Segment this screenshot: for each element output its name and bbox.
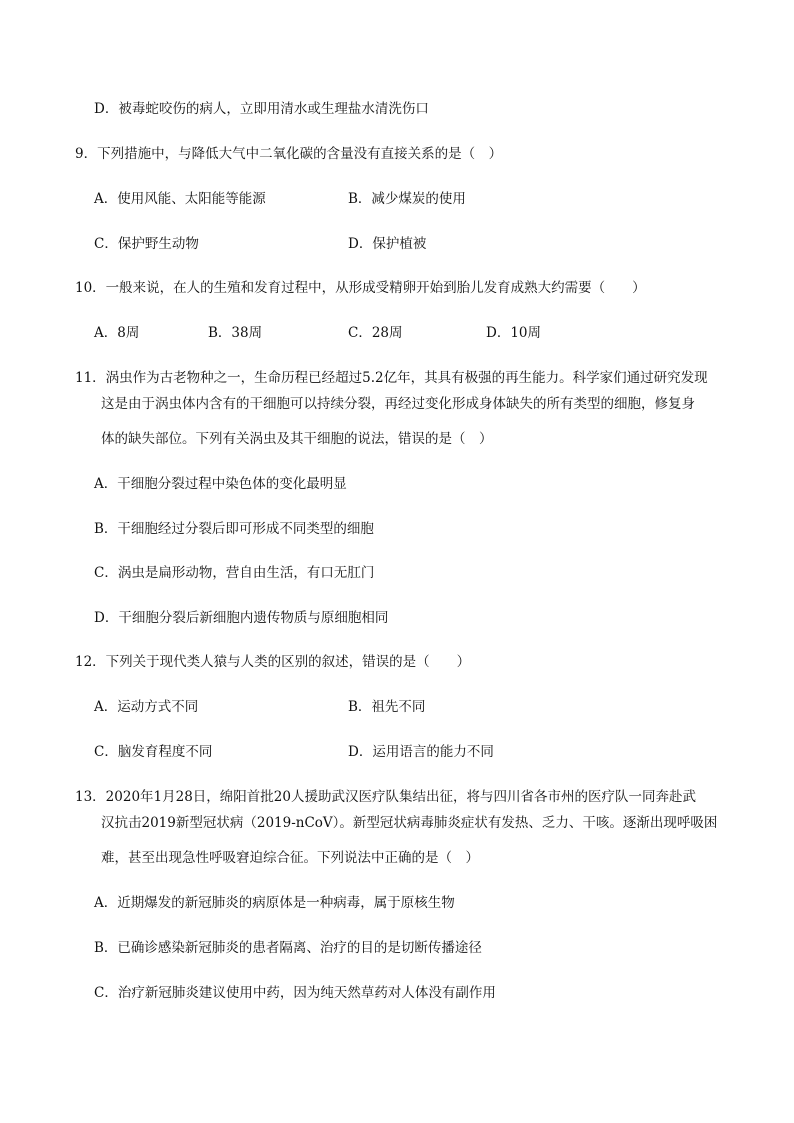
question-13-option-a: A．近期爆发的新冠肺炎的病原体是一种病毒，属于原核生物 bbox=[94, 895, 455, 911]
question-10-option-d: D．10周 bbox=[486, 325, 542, 341]
question-9-stem: 9．下列措施中，与降低大气中二氧化碳的含量没有直接关系的是（ ） bbox=[75, 146, 503, 162]
question-10-option-c: C．28周 bbox=[348, 325, 403, 341]
question-9-option-d: D．保护植被 bbox=[348, 236, 427, 252]
question-13-stem-line-2: 汉抗击2019新型冠状病（2019-nCoV）。新型冠状病毒肺炎症状有发热、乏力、干咳。逐渐出现呼吸困 bbox=[101, 815, 718, 831]
question-11-stem-line-3: 体的缺失部位。下列有关涡虫及其干细胞的说法，错误的是（ ） bbox=[101, 431, 493, 447]
question-13-stem-line-1: 13．2020年1月28日，绵阳首批20人援助武汉医疗队集结出征，将与四川省各市州的医疗队一同奔赴武 bbox=[75, 789, 696, 805]
question-9-option-a: A．使用风能、太阳能等能源 bbox=[94, 191, 266, 207]
question-10-option-b: B．38周 bbox=[208, 325, 263, 341]
question-13-option-b: B．已确诊感染新冠肺炎的患者隔离、治疗的目的是切断传播途径 bbox=[94, 940, 482, 956]
question-9-option-b: B．减少煤炭的使用 bbox=[348, 191, 466, 207]
option-d-prev: D．被毒蛇咬伤的病人，立即用清水或生理盐水清洗伤口 bbox=[94, 101, 429, 117]
question-11-option-c: C．涡虫是扁形动物，营自由生活，有口无肛门 bbox=[94, 565, 375, 581]
question-12-option-d: D．运用语言的能力不同 bbox=[348, 744, 494, 760]
question-11-option-b: B．干细胞经过分裂后即可形成不同类型的细胞 bbox=[94, 521, 374, 537]
question-11-option-d: D．干细胞分裂后新细胞内遗传物质与原细胞相同 bbox=[94, 610, 389, 626]
question-12-option-a: A．运动方式不同 bbox=[94, 699, 199, 715]
question-11-option-a: A．干细胞分裂过程中染色体的变化最明显 bbox=[94, 476, 347, 492]
question-11-stem-line-1: 11．涡虫作为古老物种之一，生命历程已经超过5.2亿年，其具有极强的再生能力。科学家们通过研究发现 bbox=[75, 370, 708, 386]
question-13-stem-line-3: 难，甚至出现急性呼吸窘迫综合征。下列说法中正确的是（ ） bbox=[101, 850, 479, 866]
question-9-option-c: C．保护野生动物 bbox=[94, 236, 199, 252]
question-10-option-a: A．8周 bbox=[94, 325, 140, 341]
question-12-stem: 12．下列关于现代类人猿与人类的区别的叙述，错误的是（ ） bbox=[75, 654, 471, 670]
question-13-option-c: C．治疗新冠肺炎建议使用中药，因为纯天然草药对人体没有副作用 bbox=[94, 985, 496, 1001]
question-11-stem-line-2: 这是由于涡虫体内含有的干细胞可以持续分裂，再经过变化形成身体缺失的所有类型的细胞，修复身 bbox=[101, 396, 695, 412]
question-10-stem: 10．一般来说，在人的生殖和发育过程中，从形成受精卵开始到胎儿发育成熟大约需要（ ） bbox=[75, 280, 646, 296]
question-12-option-c: C．脑发育程度不同 bbox=[94, 744, 213, 760]
question-12-option-b: B．祖先不同 bbox=[348, 699, 426, 715]
